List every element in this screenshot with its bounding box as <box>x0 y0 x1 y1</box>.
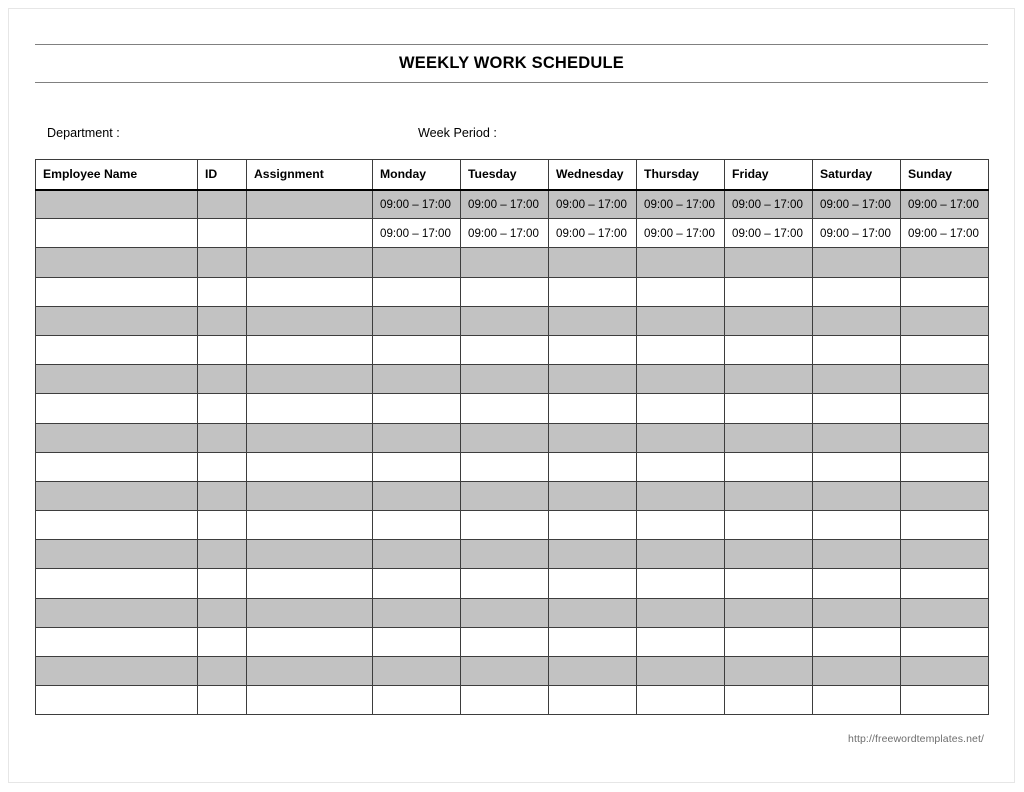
cell-shift-saturday[interactable] <box>813 540 901 569</box>
cell-id[interactable] <box>198 511 247 540</box>
cell-shift-saturday[interactable] <box>813 481 901 510</box>
cell-shift-sunday[interactable]: 09:00 – 17:00 <box>901 190 989 219</box>
title-rule-bottom <box>35 82 988 83</box>
cell-shift-thursday[interactable] <box>637 335 725 364</box>
column-header-employee-name: Employee Name <box>36 160 198 190</box>
cell-shift-friday[interactable] <box>725 686 813 715</box>
cell-shift-sunday[interactable] <box>901 365 989 394</box>
cell-employee-name[interactable] <box>36 277 198 306</box>
table-row <box>36 540 989 569</box>
footer-source-url: http://freewordtemplates.net/ <box>848 733 984 745</box>
cell-employee-name[interactable] <box>36 540 198 569</box>
column-header-wednesday: Wednesday <box>549 160 637 190</box>
cell-shift-tuesday[interactable] <box>461 423 549 452</box>
cell-shift-wednesday[interactable] <box>549 569 637 598</box>
cell-shift-wednesday[interactable] <box>549 365 637 394</box>
cell-shift-wednesday[interactable] <box>549 657 637 686</box>
cell-id[interactable] <box>198 277 247 306</box>
cell-shift-sunday[interactable] <box>901 569 989 598</box>
title-block <box>35 44 988 83</box>
cell-shift-thursday[interactable] <box>637 686 725 715</box>
cell-shift-wednesday[interactable] <box>549 481 637 510</box>
cell-id[interactable] <box>198 540 247 569</box>
cell-id[interactable] <box>198 219 247 248</box>
cell-shift-wednesday[interactable] <box>549 686 637 715</box>
cell-shift-friday[interactable] <box>725 511 813 540</box>
cell-shift-saturday[interactable] <box>813 394 901 423</box>
cell-assignment[interactable] <box>247 306 373 335</box>
cell-assignment[interactable] <box>247 511 373 540</box>
cell-shift-tuesday[interactable] <box>461 540 549 569</box>
cell-shift-wednesday[interactable] <box>549 452 637 481</box>
cell-shift-monday[interactable] <box>373 394 461 423</box>
cell-id[interactable] <box>198 452 247 481</box>
cell-shift-thursday[interactable] <box>637 452 725 481</box>
cell-shift-monday[interactable] <box>373 540 461 569</box>
cell-id[interactable] <box>198 190 247 219</box>
cell-shift-friday[interactable] <box>725 627 813 656</box>
cell-shift-wednesday[interactable] <box>549 540 637 569</box>
cell-shift-thursday[interactable] <box>637 481 725 510</box>
cell-shift-monday[interactable] <box>373 248 461 277</box>
table-header-row <box>36 160 989 190</box>
cell-shift-friday[interactable] <box>725 277 813 306</box>
cell-shift-monday[interactable] <box>373 335 461 364</box>
table-row <box>36 394 989 423</box>
table-row <box>36 335 989 364</box>
cell-shift-sunday[interactable]: 09:00 – 17:00 <box>901 219 989 248</box>
cell-shift-saturday[interactable] <box>813 248 901 277</box>
cell-employee-name[interactable] <box>36 657 198 686</box>
department-label: Department : <box>47 126 120 140</box>
cell-shift-monday[interactable] <box>373 423 461 452</box>
cell-shift-monday[interactable] <box>373 452 461 481</box>
cell-shift-saturday[interactable] <box>813 452 901 481</box>
table-row <box>36 423 989 452</box>
table-row <box>36 248 989 277</box>
cell-id[interactable] <box>198 248 247 277</box>
cell-assignment[interactable] <box>247 335 373 364</box>
cell-employee-name[interactable] <box>36 190 198 219</box>
cell-shift-thursday[interactable] <box>637 248 725 277</box>
cell-id[interactable] <box>198 686 247 715</box>
cell-assignment[interactable] <box>247 190 373 219</box>
cell-assignment[interactable] <box>247 569 373 598</box>
cell-shift-thursday[interactable] <box>637 306 725 335</box>
cell-assignment[interactable] <box>247 627 373 656</box>
table-row <box>36 627 989 656</box>
cell-shift-monday[interactable]: 09:00 – 17:00 <box>373 190 461 219</box>
column-header-thursday: Thursday <box>637 160 725 190</box>
cell-shift-monday[interactable] <box>373 277 461 306</box>
column-header-sunday: Sunday <box>901 160 989 190</box>
cell-shift-saturday[interactable] <box>813 335 901 364</box>
cell-shift-friday[interactable] <box>725 248 813 277</box>
cell-shift-thursday[interactable] <box>637 511 725 540</box>
cell-assignment[interactable] <box>247 248 373 277</box>
cell-shift-friday[interactable] <box>725 365 813 394</box>
cell-shift-friday[interactable] <box>725 540 813 569</box>
cell-assignment[interactable] <box>247 219 373 248</box>
cell-shift-tuesday[interactable] <box>461 569 549 598</box>
cell-shift-thursday[interactable] <box>637 423 725 452</box>
cell-shift-tuesday[interactable] <box>461 452 549 481</box>
meta-row <box>47 126 947 144</box>
cell-shift-sunday[interactable] <box>901 511 989 540</box>
cell-shift-wednesday[interactable] <box>549 335 637 364</box>
column-header-tuesday: Tuesday <box>461 160 549 190</box>
column-header-id: ID <box>198 160 247 190</box>
cell-shift-tuesday[interactable] <box>461 277 549 306</box>
cell-shift-friday[interactable] <box>725 481 813 510</box>
cell-shift-friday[interactable] <box>725 306 813 335</box>
cell-assignment[interactable] <box>247 394 373 423</box>
cell-shift-tuesday[interactable] <box>461 657 549 686</box>
cell-shift-saturday[interactable] <box>813 365 901 394</box>
cell-shift-friday[interactable]: 09:00 – 17:00 <box>725 219 813 248</box>
cell-id[interactable] <box>198 306 247 335</box>
cell-employee-name[interactable] <box>36 481 198 510</box>
cell-employee-name[interactable] <box>36 511 198 540</box>
cell-shift-sunday[interactable] <box>901 394 989 423</box>
cell-employee-name[interactable] <box>36 394 198 423</box>
cell-shift-monday[interactable] <box>373 686 461 715</box>
page-title: WEEKLY WORK SCHEDULE <box>399 54 624 72</box>
cell-shift-saturday[interactable] <box>813 277 901 306</box>
cell-shift-thursday[interactable] <box>637 540 725 569</box>
cell-assignment[interactable] <box>247 365 373 394</box>
cell-shift-saturday[interactable] <box>813 627 901 656</box>
table-row <box>36 190 989 219</box>
cell-shift-sunday[interactable] <box>901 598 989 627</box>
cell-shift-wednesday[interactable] <box>549 511 637 540</box>
cell-shift-sunday[interactable] <box>901 657 989 686</box>
cell-employee-name[interactable] <box>36 598 198 627</box>
weekly-schedule-table <box>35 159 989 715</box>
cell-assignment[interactable] <box>247 481 373 510</box>
cell-id[interactable] <box>198 481 247 510</box>
cell-shift-sunday[interactable] <box>901 540 989 569</box>
cell-shift-thursday[interactable] <box>637 627 725 656</box>
cell-employee-name[interactable] <box>36 335 198 364</box>
table-row <box>36 686 989 715</box>
cell-assignment[interactable] <box>247 277 373 306</box>
cell-shift-wednesday[interactable] <box>549 598 637 627</box>
cell-employee-name[interactable] <box>36 219 198 248</box>
cell-shift-friday[interactable] <box>725 452 813 481</box>
column-header-saturday: Saturday <box>813 160 901 190</box>
cell-shift-sunday[interactable] <box>901 627 989 656</box>
cell-shift-saturday[interactable]: 09:00 – 17:00 <box>813 190 901 219</box>
cell-shift-friday[interactable]: 09:00 – 17:00 <box>725 190 813 219</box>
table-row <box>36 598 989 627</box>
table-row <box>36 569 989 598</box>
week-period-label: Week Period : <box>418 126 497 140</box>
cell-employee-name[interactable] <box>36 452 198 481</box>
cell-id[interactable] <box>198 423 247 452</box>
cell-shift-friday[interactable] <box>725 423 813 452</box>
cell-shift-sunday[interactable] <box>901 335 989 364</box>
cell-shift-tuesday[interactable] <box>461 306 549 335</box>
table-row <box>36 511 989 540</box>
cell-shift-thursday[interactable]: 09:00 – 17:00 <box>637 219 725 248</box>
cell-shift-wednesday[interactable] <box>549 627 637 656</box>
cell-shift-sunday[interactable] <box>901 686 989 715</box>
table-row <box>36 365 989 394</box>
cell-shift-friday[interactable] <box>725 335 813 364</box>
cell-shift-monday[interactable] <box>373 481 461 510</box>
cell-shift-thursday[interactable] <box>637 598 725 627</box>
cell-shift-tuesday[interactable] <box>461 481 549 510</box>
cell-shift-saturday[interactable] <box>813 511 901 540</box>
cell-shift-sunday[interactable] <box>901 248 989 277</box>
cell-shift-monday[interactable] <box>373 569 461 598</box>
cell-shift-friday[interactable] <box>725 598 813 627</box>
cell-assignment[interactable] <box>247 540 373 569</box>
cell-shift-thursday[interactable] <box>637 657 725 686</box>
cell-employee-name[interactable] <box>36 365 198 394</box>
table-row <box>36 657 989 686</box>
cell-shift-tuesday[interactable] <box>461 335 549 364</box>
cell-assignment[interactable] <box>247 452 373 481</box>
cell-assignment[interactable] <box>247 598 373 627</box>
cell-shift-saturday[interactable] <box>813 423 901 452</box>
cell-shift-sunday[interactable] <box>901 277 989 306</box>
cell-employee-name[interactable] <box>36 248 198 277</box>
cell-shift-friday[interactable] <box>725 394 813 423</box>
column-header-monday: Monday <box>373 160 461 190</box>
cell-shift-saturday[interactable] <box>813 686 901 715</box>
column-header-assignment: Assignment <box>247 160 373 190</box>
column-header-friday: Friday <box>725 160 813 190</box>
cell-shift-wednesday[interactable] <box>549 306 637 335</box>
cell-shift-wednesday[interactable]: 09:00 – 17:00 <box>549 219 637 248</box>
cell-id[interactable] <box>198 365 247 394</box>
cell-employee-name[interactable] <box>36 569 198 598</box>
cell-shift-tuesday[interactable]: 09:00 – 17:00 <box>461 219 549 248</box>
cell-id[interactable] <box>198 569 247 598</box>
cell-shift-tuesday[interactable] <box>461 248 549 277</box>
cell-shift-tuesday[interactable] <box>461 598 549 627</box>
cell-shift-monday[interactable] <box>373 627 461 656</box>
cell-shift-wednesday[interactable] <box>549 248 637 277</box>
cell-shift-wednesday[interactable] <box>549 277 637 306</box>
cell-shift-thursday[interactable] <box>637 394 725 423</box>
cell-shift-tuesday[interactable] <box>461 365 549 394</box>
cell-assignment[interactable] <box>247 657 373 686</box>
cell-shift-friday[interactable] <box>725 657 813 686</box>
cell-shift-thursday[interactable]: 09:00 – 17:00 <box>637 190 725 219</box>
cell-employee-name[interactable] <box>36 627 198 656</box>
cell-shift-tuesday[interactable] <box>461 686 549 715</box>
table-row <box>36 277 989 306</box>
cell-shift-monday[interactable] <box>373 657 461 686</box>
cell-shift-tuesday[interactable] <box>461 511 549 540</box>
cell-shift-monday[interactable] <box>373 306 461 335</box>
table-row <box>36 452 989 481</box>
cell-shift-wednesday[interactable]: 09:00 – 17:00 <box>549 190 637 219</box>
cell-shift-saturday[interactable] <box>813 598 901 627</box>
cell-shift-thursday[interactable] <box>637 277 725 306</box>
cell-shift-saturday[interactable] <box>813 569 901 598</box>
cell-shift-monday[interactable] <box>373 365 461 394</box>
table-body <box>36 190 989 715</box>
cell-shift-saturday[interactable] <box>813 306 901 335</box>
cell-shift-tuesday[interactable] <box>461 627 549 656</box>
cell-assignment[interactable] <box>247 423 373 452</box>
cell-id[interactable] <box>198 335 247 364</box>
table-row <box>36 219 989 248</box>
cell-shift-sunday[interactable] <box>901 306 989 335</box>
cell-shift-sunday[interactable] <box>901 452 989 481</box>
cell-employee-name[interactable] <box>36 423 198 452</box>
cell-id[interactable] <box>198 627 247 656</box>
table-row <box>36 481 989 510</box>
cell-shift-saturday[interactable] <box>813 657 901 686</box>
cell-shift-sunday[interactable] <box>901 423 989 452</box>
cell-shift-monday[interactable] <box>373 598 461 627</box>
cell-shift-monday[interactable] <box>373 511 461 540</box>
cell-shift-saturday[interactable]: 09:00 – 17:00 <box>813 219 901 248</box>
cell-shift-wednesday[interactable] <box>549 423 637 452</box>
cell-shift-thursday[interactable] <box>637 569 725 598</box>
cell-shift-tuesday[interactable]: 09:00 – 17:00 <box>461 190 549 219</box>
cell-employee-name[interactable] <box>36 306 198 335</box>
cell-shift-friday[interactable] <box>725 569 813 598</box>
cell-shift-tuesday[interactable] <box>461 394 549 423</box>
cell-shift-wednesday[interactable] <box>549 394 637 423</box>
cell-employee-name[interactable] <box>36 686 198 715</box>
table-row <box>36 306 989 335</box>
cell-shift-thursday[interactable] <box>637 365 725 394</box>
cell-id[interactable] <box>198 598 247 627</box>
cell-shift-sunday[interactable] <box>901 481 989 510</box>
cell-id[interactable] <box>198 657 247 686</box>
cell-shift-monday[interactable]: 09:00 – 17:00 <box>373 219 461 248</box>
cell-assignment[interactable] <box>247 686 373 715</box>
cell-id[interactable] <box>198 394 247 423</box>
